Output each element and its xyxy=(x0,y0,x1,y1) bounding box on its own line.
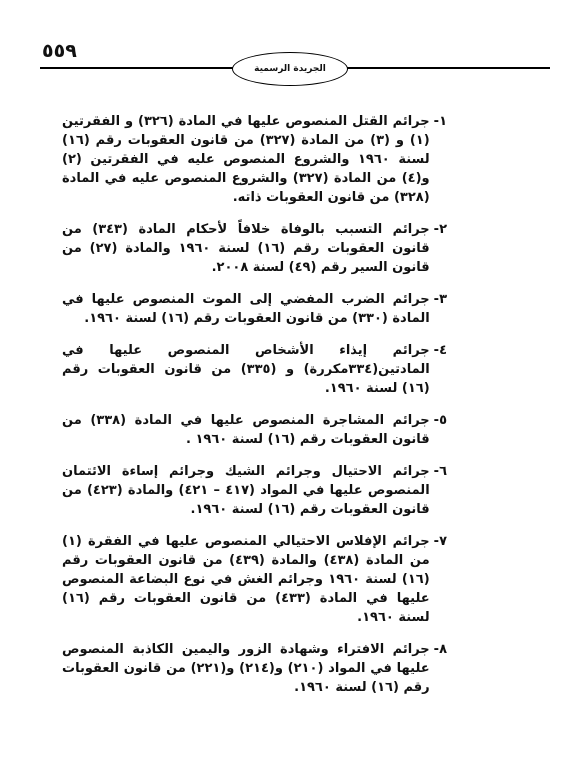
page-number: ٥٥٩ xyxy=(42,40,77,62)
item-text: جرائم الاحتيال وجرائم الشيك وجرائم إساءة الائتمان المنصوص عليها في المواد (٤١٧ – ٤٢١) والمادة (٤٢٣) من قانون العقوبات رقم (١٦) لسنة ١٩٦٠. xyxy=(62,464,430,517)
item-number: ٧- xyxy=(433,534,447,549)
item-text: جرائم المشاجرة المنصوص عليها في المادة (٣٣٨) من قانون العقوبات رقم (١٦) لسنة ١٩٦٠ . xyxy=(62,413,430,447)
item-list xyxy=(62,112,447,710)
item-text: جرائم الافتراء وشهادة الزور واليمين الكاذبة المنصوص عليها في المواد (٢١٠) و(٢١٤) و(٢٢١) من قانون العقوبات رقم (١٦) لسنة ١٩٦٠. xyxy=(62,642,430,695)
list-item xyxy=(62,290,447,328)
list-item xyxy=(62,220,447,277)
item-number: ٢- xyxy=(433,222,447,237)
list-item xyxy=(62,462,447,519)
list-item xyxy=(62,532,447,627)
item-text: جرائم القتل المنصوص عليها في المادة (٣٢٦) و الفقرتين (١) و (٣) من المادة (٣٢٧) من قانون العقوبات رقم (١٦) لسنة ١٩٦٠ والشروع المنصوص عليه في الفقرتين (٢) و(٤) من المادة (٣٢٧) والشروع المنصوص عليه في المادة (٣٢٨) من قانون العقوبات ذاته. xyxy=(62,114,430,205)
item-number: ٤- xyxy=(433,343,447,358)
item-number: ٣- xyxy=(433,292,447,307)
item-text: جرائم الإفلاس الاحتيالي المنصوص عليها في الفقرة (١) من المادة (٤٣٨) والمادة (٤٣٩) من قانون العقوبات رقم (١٦) لسنة ١٩٦٠ وجرائم الغش في نوع البضاعة المنصوص عليها في المادة (٤٣٣) من قانون العقوبات رقم (١٦) لسنة ١٩٦٠. xyxy=(62,534,430,625)
header-label: الجريدة الرسمية xyxy=(232,52,348,86)
item-number: ٨- xyxy=(433,642,447,657)
item-number: ١- xyxy=(433,114,447,129)
item-text: جرائم إيذاء الأشخاص المنصوص عليها في المادتين(٣٣٤مكررة) و (٣٣٥) من قانون العقوبات رقم (١٦) لسنة ١٩٦٠. xyxy=(62,343,430,396)
item-text: جرائم التسبب بالوفاة خلافاً لأحكام المادة (٣٤٣) من قانون العقوبات رقم (١٦) لسنة ١٩٦٠ والمادة (٢٧) من قانون السير رقم (٤٩) لسنة ٢٠٠٨. xyxy=(62,222,430,275)
list-item xyxy=(62,112,447,207)
list-item xyxy=(62,411,447,449)
item-text: جرائم الضرب المفضي إلى الموت المنصوص عليها في المادة (٣٣٠) من قانون العقوبات رقم (١٦) لسنة ١٩٦٠. xyxy=(62,292,430,326)
item-number: ٥- xyxy=(433,413,447,428)
list-item xyxy=(62,640,447,697)
list-item xyxy=(62,341,447,398)
item-number: ٦- xyxy=(433,464,447,479)
